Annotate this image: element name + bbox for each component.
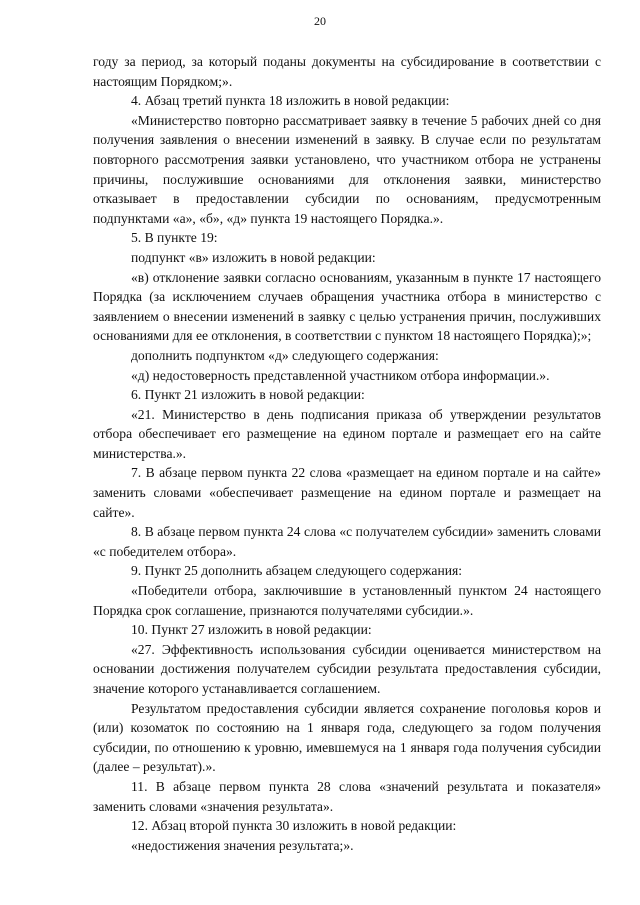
- paragraph-subitem-v: подпункт «в» изложить в новой редакции:: [131, 249, 376, 265]
- paragraph-quote-v: «в) отклонение заявки согласно основаниям, указанным в пункте 17 настоящего Порядка (за исключением случаев обращения участника отбора в министерство с заявлением о внесении изменений в заявку с целью устранения причин, послуживших основаниями для ее отклонения, в соответствии с пунктом 18 настоящего Порядка);»;: [93, 269, 601, 344]
- paragraph-quote-18: «Министерство повторно рассматривает заявку в течение 5 рабочих дней со дня получения заявления о внесении изменений в заявку. В случае если по результатам повторного рассмотрения заявки установлено, что участником отбора не устранены причины, послужившие основаниями для отклонения заявки, министерство отказывает в предоставлении субсидии по основаниям, предусмотренным подпунктами «а», «б», «д» пункта 19 настоящего Порядка.».: [93, 112, 601, 226]
- paragraph-item-11: 11. В абзаце первом пункта 28 слова «значений результата и показателя» заменить словами «значения результата».: [93, 778, 601, 814]
- paragraph-item-10: 10. Пункт 27 изложить в новой редакции:: [131, 622, 372, 638]
- paragraph-quote-d: «д) недостоверность представленной участником отбора информации.».: [131, 367, 550, 383]
- paragraph-item-9: 9. Пункт 25 дополнить абзацем следующего содержания:: [131, 563, 463, 579]
- paragraph-quote-30: «недостижения значения результата;».: [131, 837, 354, 853]
- page-number: 20: [314, 14, 326, 28]
- paragraph-item-6: 6. Пункт 21 изложить в новой редакции:: [131, 387, 365, 403]
- paragraph-item-5: 5. В пункте 19:: [131, 230, 218, 246]
- paragraph-item-7: 7. В абзаце первом пункта 22 слова «размещает на едином портале и на сайте» заменить словами «обеспечивает размещение на едином портале и размещает на сайте».: [93, 465, 601, 520]
- paragraph-result-definition: Результатом предоставления субсидии является сохранение поголовья коров и (или) козоматок по состоянию на 1 января года, следующего за годом получения субсидии, по отношению к уровню, имевшемуся на 1 января года получения субсидии (далее – результат).».: [93, 700, 601, 775]
- paragraph-quote-27: «27. Эффективность использования субсидии оценивается министерством на основании достижения получателем субсидии результата предоставления субсидии, значение которого устанавливается соглашением.: [93, 641, 601, 696]
- paragraph-quote-21: «21. Министерство в день подписания приказа об утверждении результатов отбора обеспечивает его размещение на едином портале и размещает его на сайте министерства.».: [93, 406, 601, 461]
- paragraph-add-subitem-d: дополнить подпунктом «д» следующего содержания:: [131, 347, 439, 363]
- document-body: [93, 52, 601, 855]
- paragraph-item-8: 8. В абзаце первом пункта 24 слова «с получателем субсидии» заменить словами «с победителем отбора».: [93, 524, 601, 559]
- paragraph-quote-25: «Победители отбора, заключившие в установленный пунктом 24 настоящего Порядка срок соглашение, признаются получателями субсидии.».: [93, 583, 601, 618]
- paragraph-item-12: 12. Абзац второй пункта 30 изложить в новой редакции:: [131, 818, 457, 834]
- paragraph-item-4: 4. Абзац третий пункта 18 изложить в новой редакции:: [131, 93, 450, 109]
- paragraph-continuation: году за период, за который поданы документы на субсидирование в соответствии с настоящим Порядком;».: [93, 54, 601, 89]
